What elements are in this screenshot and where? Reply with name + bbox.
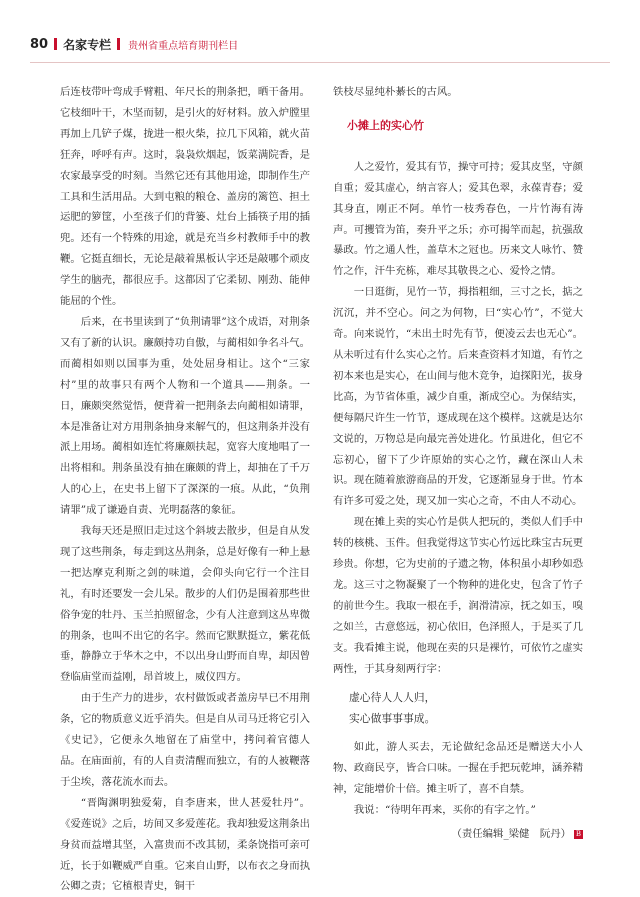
page-number: 80 — [30, 36, 49, 52]
column-subtitle: 贵州省重点培育期刊栏目 — [128, 40, 239, 52]
couplet-line: 实心做事事事成。 — [349, 712, 436, 726]
right-column — [333, 82, 583, 845]
section-subtitle: 小摊上的实心竹 — [347, 118, 424, 132]
left-column — [60, 82, 310, 897]
paragraph: 人之爱竹，爱其有节，操守可持；爱其皮坚，守颜自重；爱其虚心，纳言容人；爱其色翠，永葆青春；爱其身直，刚正不阿。单竹一枝秀春色，一片竹海有涛声。可攫管为笛，奏升平之乐；亦可揭竿而起，抗强敌暴政。竹之通人性，盖草木之冠也。历来文人咏竹、赞竹之作，汗牛充栋，难尽其敬畏之心、爱怜之情。 — [333, 160, 583, 278]
paragraph: 我每天还是照旧走过这个斜坡去散步，但是自从发现了这些荆条，每走到这丛荆条，总是好像有一种上悬一把达摩克利斯之剑的味道，会仰头向它行一个注目礼，有时还要发一会儿呆。散步的人们仍是围着那些世俗争宠的牡丹、玉兰拍照留念，少有人注意到这丛卑微的荆条，也叫不出它的名字。然而它默默挺立，紫花低垂，静静立于华木之中，不以出身山野而自卑，却因曾登临庙堂而益刚，昂首坡上，威仪四方。 — [60, 525, 310, 684]
couplet-line: 虚心待人人人归， — [349, 691, 436, 705]
paragraph: 后连枝带叶弯成手臂粗、年尺长的荆条把，晒干备用。它枝细叶干，木坚而韧，是引火的好材料。放入炉膛里再加上几铲子煤，拢进一根火柴，拉几下风箱，就火苗狂奔，呼呼有声。这时，袅袅炊烟起，饭菜满院香，是农家最享受的时刻。当然它还有其他用途，即制作生产工具和生活用品。大到屯粮的粮仓、盖房的篱笆、担土运肥的箩筐，小至孩子们的背篓、灶台上插筷子用的插兜。还有一个特殊的用途，就是充当乡村教师手中的教鞭。它挺直细长，无论是敲着黑板认字还是敲哪个顽皮学生的脑壳，都很应手。这都因了它柔韧、刚劲、能伸能屈的个性。 — [60, 86, 310, 308]
editor-credit — [333, 824, 583, 845]
column-name: 名家专栏 — [63, 37, 112, 52]
editor-credit-text: （责任编辑_梁健 阮丹） — [451, 828, 571, 841]
paragraph: 现在摊上卖的实心竹是供人把玩的，类似人们手中转的核桃、玉件。但我觉得这节实心竹远比珠宝古玩更珍贵。你想，它为史前的子遗之物，体积虽小却秒如恐龙。这三寸之物凝聚了一个物种的进化史，包含了竹子的前世今生。我取一根在手，润滑清凉，抚之如玉，嗅之如兰，古意悠远，初心依旧，色泽照人，于是买了几支。我看摊主说，他现在卖的只是裸竹，可依竹之虚实两性，于其身刻两行字： — [333, 516, 583, 675]
paragraph: “晋陶渊明独爱菊，自李唐来，世人甚爱牡丹”。《爱莲说》之后，坊间又多爱莲花。我却独爱这荆条出身贫而益增其坚，入富贵而不改其韧，柔条饶指可亲可近，长于如鞭威严自重。它来自山野，以布衣之身而执公卿之责；它植根青史，铜干 — [60, 796, 310, 893]
paragraph: 由于生产力的进步，农村做饭或者盖房早已不用荆条，它的物质意义近乎消失。但是自从司马迁将它引入《史记》，它便永久地留在了庙堂中，拷问着官德人品。在庙面前，有的人自责清醒而独立，有的人被鞭落于尘埃，落花流水而去。 — [60, 692, 310, 788]
paragraph: 铁枝尽显纯朴綦长的古风。 — [333, 86, 458, 98]
header-divider — [54, 38, 57, 50]
paragraph: 一日逛街，见竹一节，拇指粗细，三寸之长，掂之沉沉，并不空心。问之为何物，曰“实心竹”，不觉大奇。向来说竹，“未出土时先有节，便凌云去也无心”。从未听过有什么实心之竹。后来查资料才知道，有竹之初本来也是实心，在山间与他木竞争，迫探阳光，拔身比高，为节省体重，减少自重，渐成空心。为保结实，便每隔尺许生一竹节，逐成现在这个模样。这就是达尔文说的，万物总是向最完善处进化。竹虽进化，但它不忘初心，留下了少许原始的实心之竹，藏在深山人未识。现在随着旅游商品的开发，它逐渐显身于世。竹本有许多可爱之处，现又加一实心之奇，不由人不动心。 — [333, 286, 583, 508]
page-header — [30, 24, 610, 64]
header-rule — [30, 62, 610, 63]
end-mark: B — [575, 829, 582, 838]
paragraph: 如此，游人买去，无论做纪念品还是赠送大小人物、政商民亨，皆合口味。一握在手把玩乾坤，涵养精神，定能增价十倍。摊主听了，喜不自禁。 — [333, 741, 583, 796]
paragraph: 后来，在书里读到了“负荆请罪”这个成语，对荆条又有了新的认识。廉颇持功自傲，与蔺相如争名斗气。而蔺相如则以国事为重，处处屈身相让。这个“三家村”里的故事只有两个人物和一个道具——荆条。一日，廉颇突然觉悟，便背着一把荆条去向蔺相如请罪，本是准备让对方用荆条抽身来解气的，但这荆条并没有派上用场。蔺相如连忙将廉颇扶起，宽容大度地唱了一出将相和。荆条虽没有抽在廉颇的背上，却抽在了千万人的心上，在史书上留下了深深的一痕。从此，“负荆请罪”成了谦逊自责、光明磊落的象征。 — [60, 315, 310, 517]
header-divider — [117, 38, 120, 50]
paragraph: 我说：“待明年再来，买你的有字之竹。” — [353, 804, 536, 817]
engraved-couplet — [349, 687, 583, 729]
